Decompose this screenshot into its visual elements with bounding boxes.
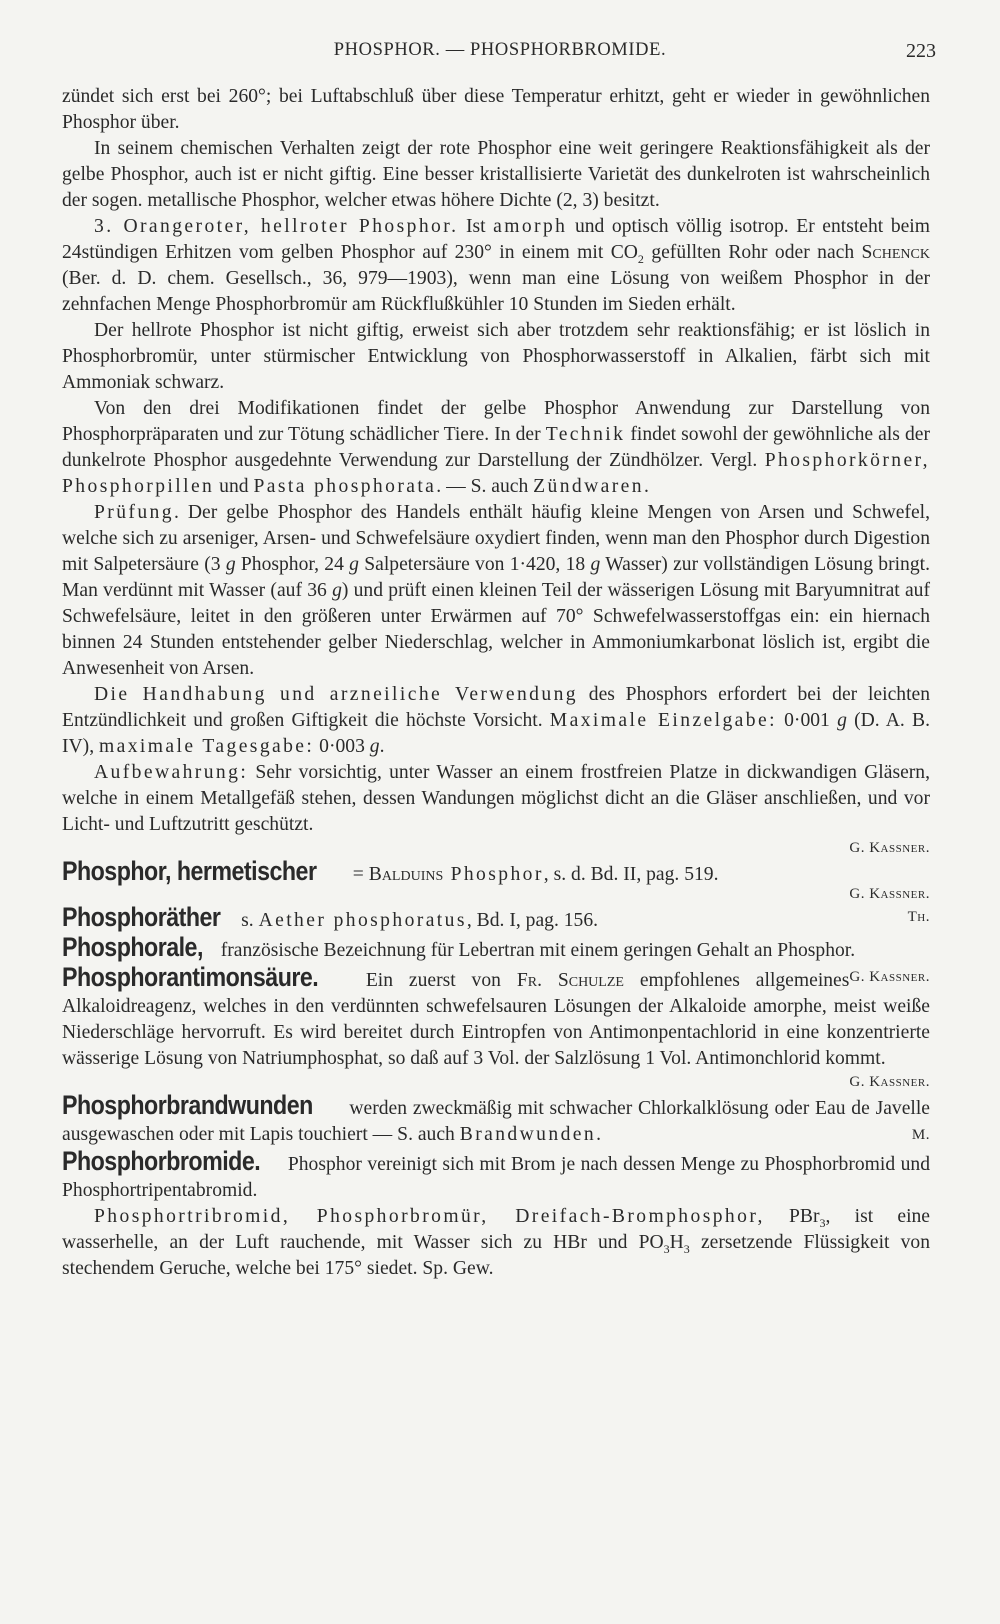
paragraph xyxy=(62,214,930,318)
spaced-term: Zündwaren xyxy=(533,476,644,497)
signature: M. xyxy=(911,1127,930,1143)
unit: g xyxy=(590,554,601,575)
text-run: . xyxy=(643,476,649,497)
text-run: . — S. auch xyxy=(436,476,534,497)
signature: G. Kassner. xyxy=(849,969,930,985)
text-run: (D. A. B. IV), xyxy=(62,710,930,757)
text-run: französische Bezeichnung für Lebertran mit einem geringen Gehalt an Phosphor. xyxy=(215,940,856,961)
text-run: Sehr vorsichtig, unter Wasser an einem frostfreien Platze in dickwandigen Gläsern, welche in einem Metallgefäß stehen, dessen Wandungen möglichst dicht an die Gläser anschließen, und vor Licht- und Luftzutritt geschützt. xyxy=(62,762,930,835)
paragraph: In seinem chemischen Verhalten zeigt der rote Phosphor eine weit geringere Reaktionsfähigkeit als der gelbe Phosphor, auch ist er nicht giftig. Eine besser kristallisierte Varietät des dunkelroten ist wahrscheinlich der sogen. metallische Phosphor, welcher etwas höhere Dichte (2, 3) besitzt. xyxy=(62,138,930,211)
entry-headword: Phosphorbrandwunden xyxy=(62,1090,313,1120)
signature: G. Kassner. xyxy=(849,886,930,902)
unit: g xyxy=(369,736,380,757)
entry-headword: Phosphorantimonsäure. xyxy=(62,962,319,992)
text-run: findet sowohl der gewöhnliche als der dunkelrote Phosphor ausgedehnte Verwendung zur Darstellung der Zündhölzer. Vergl. xyxy=(62,424,930,471)
text-run: . xyxy=(596,1124,601,1145)
paragraph xyxy=(62,760,930,838)
text-run: empfohlenes allgemeines Alkaloidreagenz, welches in den verdünnten schwefelsauren Lösungen der Alkaloide amorphe, meist weiße Niederschläge hervorruft. Es wird bereitet durch Eintropfen von Antimonpentachlorid in eine konzentrierte wässerige Lösung von Natriumphosphat, so daß auf 3 Vol. der Salzlösung 1 Vol. Antimonchlorid kommt. xyxy=(62,970,930,1069)
author-name: Schenck xyxy=(861,242,930,263)
page-number: 223 xyxy=(906,40,936,62)
entry-headword: Phosphorale, xyxy=(62,932,203,962)
unit: g xyxy=(225,554,236,575)
spaced-term: Pasta phosphorata xyxy=(253,476,437,497)
text-run: gefüllten Rohr oder nach xyxy=(643,242,862,263)
page-body xyxy=(62,84,930,1282)
signature: G. Kassner. xyxy=(849,840,930,856)
text-run: Salpetersäure von 1·420, 18 xyxy=(358,554,591,575)
text-run: Von den drei Modifikationen findet der gelbe Phosphor Anwendung zur Darstellung von Phosphorpräparaten und zur Tötung schädlicher Tiere. In der xyxy=(62,398,930,445)
signature: Th. xyxy=(907,909,930,925)
text-run: . xyxy=(379,736,385,757)
section-label: Prüfung xyxy=(94,502,174,523)
text-run: 0·001 xyxy=(776,710,838,731)
text-run: Phosphor vereinigt sich mit Brom je nach dessen Menge zu Phosphorbromid und Phosphortripentabromid. xyxy=(62,1154,930,1201)
paragraph: Der hellrote Phosphor ist nicht giftig, erweist sich aber trotzdem sehr reaktionsfähig; er ist löslich in Phosphorbromür, unter stürmischer Entwicklung von Phosphorwasserstoff in Alkalien, färbt sich mit Ammoniak schwarz. xyxy=(62,320,930,393)
spaced-term: Phosphortribromid, Phosphorbromür, Dreifach-Bromphosphor, xyxy=(94,1206,765,1227)
text-run: werden zweckmäßig mit schwacher Chlorkalklösung oder Eau de Javelle ausgewaschen oder mit Lapis touchiert — S. auch xyxy=(62,1098,930,1145)
unit: g xyxy=(349,554,359,575)
dictionary-entry xyxy=(62,1092,930,1148)
spaced-term: Phosphor xyxy=(443,864,544,885)
paragraph: zündet sich erst bei 260°; bei Luftabschluß über diese Temperatur erhitzt, geht er wieder in gewöhnlichen Phosphor über. xyxy=(62,86,930,133)
paragraph xyxy=(62,1204,930,1282)
text-run: (Ber. d. D. chem. Gesellsch., 36, 979—1903), wenn man eine Lösung von weißem Phosphor in der zehnfachen Menge Phosphorbromür am Rückflußkühler 10 Stunden im Sieden erhält. xyxy=(62,268,930,315)
spaced-term: Technik xyxy=(545,424,626,445)
entry-headword: Phosphoräther xyxy=(62,902,221,932)
spaced-term: 3. Orangeroter, hellroter Phosphor. xyxy=(94,216,459,237)
text-run: = xyxy=(347,864,369,885)
text-run: , s. d. Bd. II, pag. 519. xyxy=(543,864,719,885)
spaced-term: Brandwunden xyxy=(459,1124,597,1145)
text-run: Phosphor, 24 xyxy=(235,554,350,575)
text-run: und xyxy=(214,476,254,497)
text-run: Ein zuerst von xyxy=(349,970,517,991)
entry-headword: Phosphor, hermetischer xyxy=(62,856,317,886)
text-run: ) und prüft einen kleinen Teil der wässerigen Lösung mit Baryumnitrat auf Schwefelsäure, leitet in den größeren unter Erwärmen auf 70° Schwefelwasserstoffgas ein: ein hiernach binnen 24 Stunden entstehender gelber Niederschlag, welcher in Ammoniumkarbonat löslich ist, ergibt die Anwesenheit von Arsen. xyxy=(62,580,930,679)
subscript: 3 xyxy=(819,1215,826,1230)
paragraph xyxy=(62,500,930,682)
subscript: 3 xyxy=(663,1241,670,1256)
section-label: Die Handhabung und arzneiliche Verwendung xyxy=(94,684,578,705)
text-run: s. xyxy=(236,910,259,931)
text-run: . Der gelbe Phosphor des Handels enthält häufig kleine Mengen von Arsen und Schwefel, welche sich zu arseniger, Arsen- und Schwefelsäure oxydiert finden, wenn man den Phosphor durch Digestion mit Salpetersäure (3 xyxy=(62,502,930,575)
header-title: PHOSPHOR. — PHOSPHORBROMIDE. xyxy=(333,40,667,60)
unit: g xyxy=(332,580,342,601)
text-run: , ist eine wasserhelle, an der Luft rauchende, mit Wasser sich zu HBr und PO xyxy=(62,1206,931,1253)
signature: G. Kassner. xyxy=(849,1074,930,1090)
text-run: und optisch völlig isotrop. Er entsteht beim 24stündigen Erhitzen vom gelben Phosphor auf 230° in einem mit CO xyxy=(62,216,930,263)
author-name: Balduins xyxy=(368,864,444,885)
text-run: des Phosphors erfordert bei der leichten Entzündlichkeit und großen Giftigkeit die höchste Vorsicht. xyxy=(62,684,931,731)
subscript: 3 xyxy=(683,1241,690,1256)
spaced-term: Phosphorkörner, Phosphorpillen xyxy=(62,450,930,497)
dictionary-entry xyxy=(62,1148,930,1204)
spaced-term: Aether phosphoratus xyxy=(258,910,467,931)
dictionary-entry xyxy=(62,964,930,1072)
text-run: Wasser) zur vollständigen Lösung bringt. Man verdünnt mit Wasser (auf 36 xyxy=(62,554,930,601)
text-run: PBr xyxy=(764,1206,820,1227)
spaced-term: amorph xyxy=(493,216,568,237)
running-header xyxy=(62,40,938,68)
subscript: 2 xyxy=(637,251,644,266)
paragraph xyxy=(62,682,930,760)
text-run: , Bd. I, pag. 156. xyxy=(466,910,599,931)
author-name: Fr. Schulze xyxy=(516,970,624,991)
text-run: Ist xyxy=(458,216,494,237)
paragraph xyxy=(62,396,930,500)
unit: g xyxy=(837,710,847,731)
spaced-term: Maximale Einzelgabe: xyxy=(549,710,777,731)
text-run: H xyxy=(669,1232,684,1253)
spaced-term: maximale Tagesgabe: xyxy=(99,736,315,757)
text-run: zersetzende Flüssigkeit von stechendem Geruche, welche bei 175° siedet. Sp. Gew. xyxy=(62,1232,930,1279)
dictionary-entry xyxy=(62,904,930,934)
text-run: 0·003 xyxy=(314,736,370,757)
entry-headword: Phosphorbromide. xyxy=(62,1146,261,1176)
section-label: Aufbewahrung: xyxy=(94,762,249,783)
